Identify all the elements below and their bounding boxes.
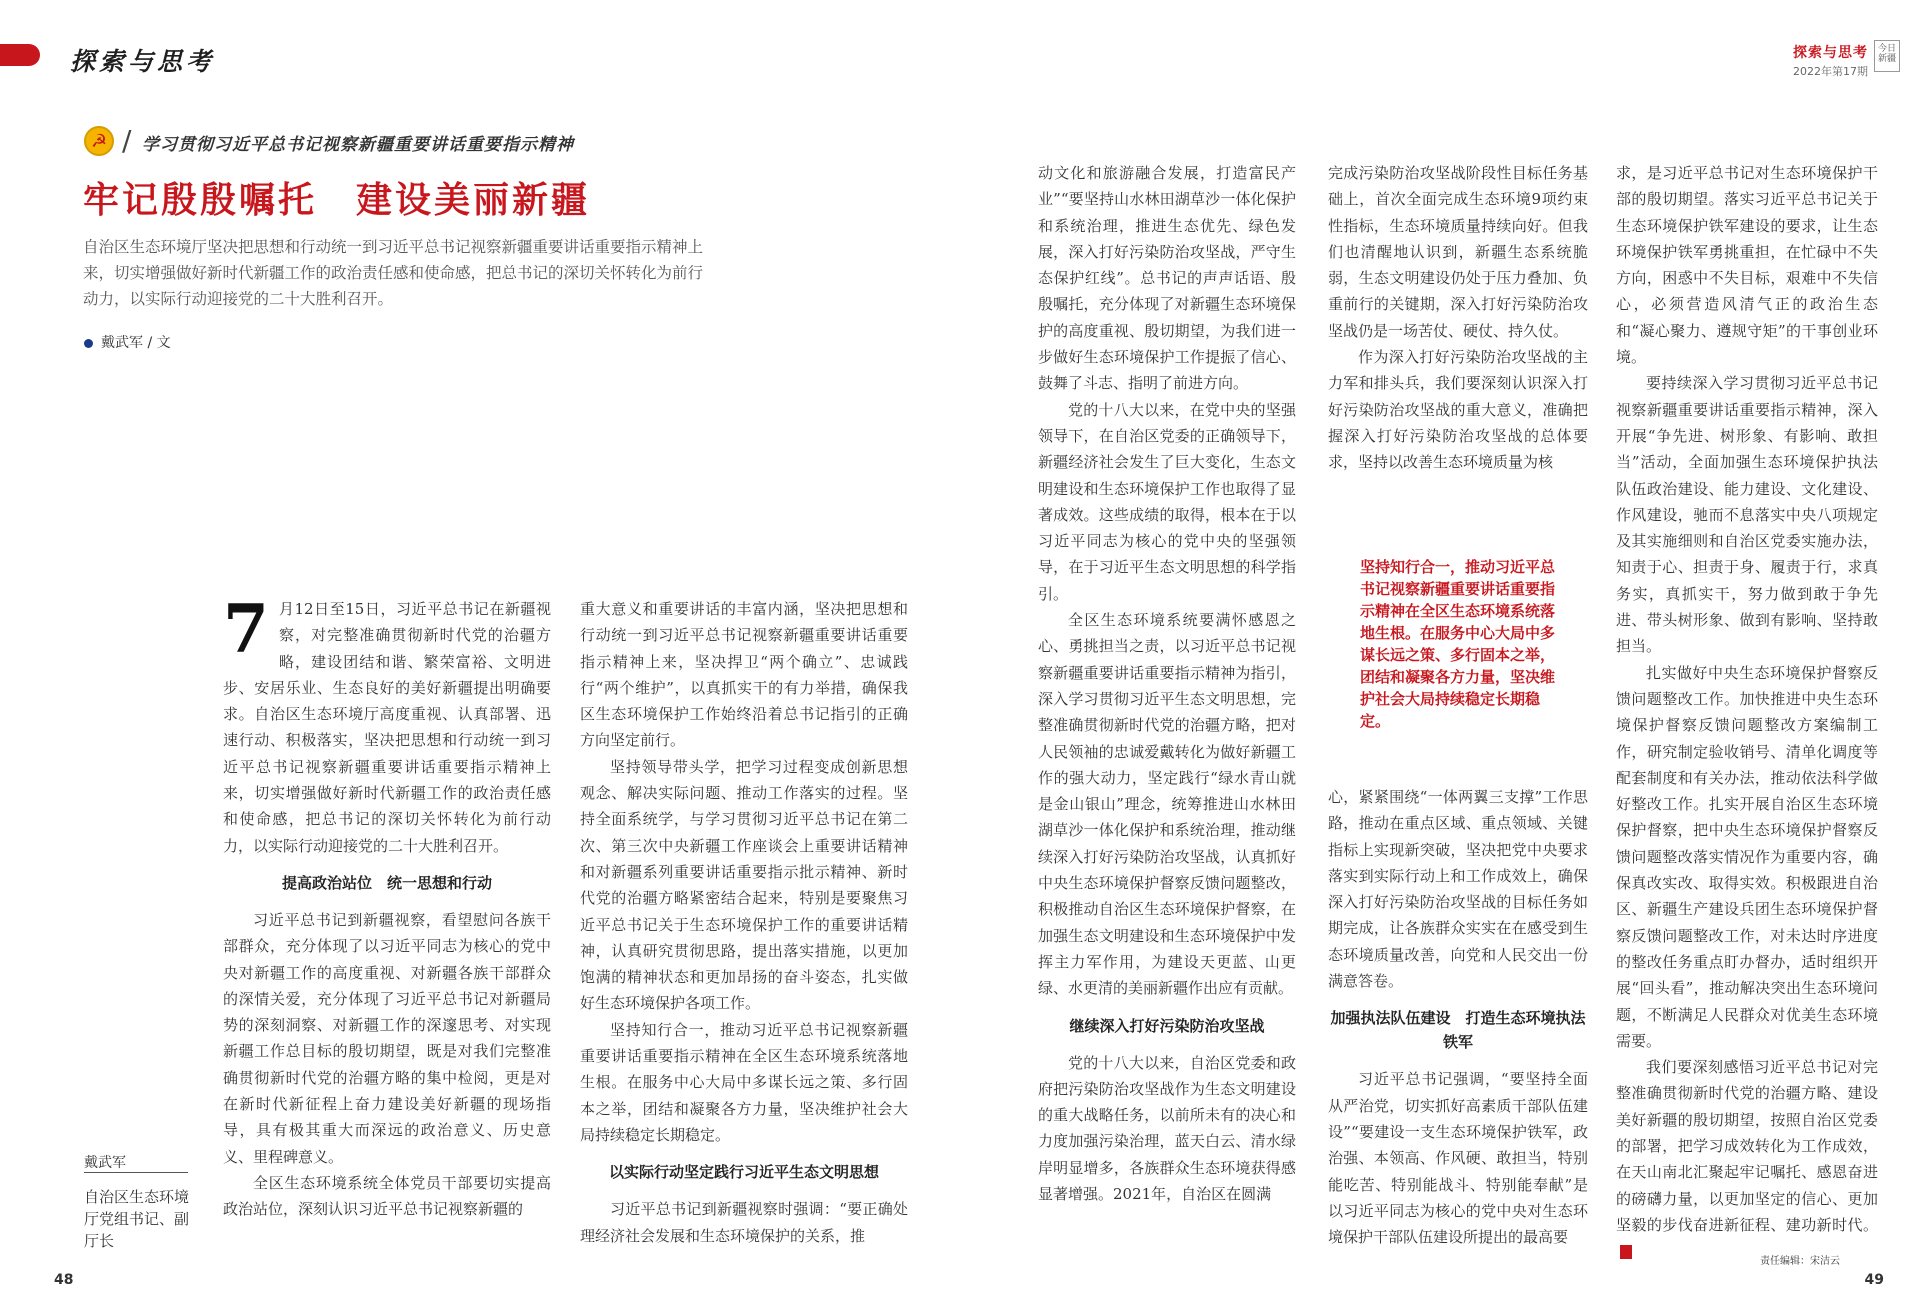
paragraph: 习近平总书记到新疆视察，看望慰问各族干部群众，充分体现了以习近平同志为核心的党中央对新疆工作的高度重视、对新疆各族干部群众的深情关爱，充分体现了习近平总书记对新疆局势的深刻洞察、对新疆工作的深邃思考、对实现新疆工作总目标的殷切期望，既是对我们完整准确贯彻新时代党的治疆方略的集中检阅，更是对在新时代新征程上奋力建设美好新疆的现场指导，具有极其重大而深远的政治意义、历史意义、里程碑意义。 (223, 910, 551, 1166)
article-lead: 自治区生态环境厅坚决把思想和行动统一到习近平总书记视察新疆重要讲话重要指示精神上来，切实增强做好新时代新疆工作的政治责任感和使命感，把总书记的深切关怀转化为前行动力，以实际行动迎接党的二十大胜利召开。 (83, 238, 704, 308)
byline-text: 戴武军 / 文 (101, 335, 171, 351)
body-column-2 (580, 596, 908, 1256)
body-column-3 (1038, 160, 1296, 1203)
paragraph: 作为深入打好污染防治攻坚战的主力军和排头兵，我们要深刻认识深入打好污染防治攻坚战的重大意义，准确把握深入打好污染防治攻坚战的总体要求，坚持以改善生态环境质量为核 (1328, 348, 1588, 472)
paragraph-text: 我们要深刻感悟习近平总书记对完整准确贯彻新时代党的治疆方略、建设美好新疆的殷切期望，按照自治区党委的部署，把学习成效转化为工作成效，在天山南北汇聚起牢记嘱托、感恩奋进的磅礴力量，以更加坚定的信心、更加坚毅的步伐奋进新征程、建功新时代。 (1616, 1058, 1878, 1234)
author-name: 戴武军 (84, 1155, 126, 1171)
pull-quote: 坚持知行合一，推动习近平总书记视察新疆重要讲话重要指示精神在全区生态环境系统落地生根。在服务中心大局中多谋长远之策、多行固本之举，团结和凝聚各方力量，坚决维护社会大局持续稳定长期稳定。 (1360, 558, 1556, 730)
byline (84, 332, 171, 352)
paragraph: 求，是习近平总书记对生态环境保护干部的殷切期望。落实习近平总书记关于生态环境保护铁军建设的要求，让生态环境保护铁军勇挑重担，在忙碌中不失方向，困惑中不失目标，艰难中不失信心，必须营造风清气正的政治生态和“凝心聚力、遵规守矩”的干事创业环境。 (1616, 164, 1878, 367)
subheading: 以实际行动坚定践行习近平生态文明思想 (608, 1163, 879, 1182)
paragraph: 党的十八大以来，自治区党委和政府把污染防治攻坚战作为生态文明建设的重大战略任务，以前所未有的决心和力度加强污染治理，蓝天白云、清水绿岸明显增多，各族群众生态环境获得感显著增强。2021年，自治区在圆满 (1038, 1053, 1296, 1203)
banner-text: 学习贯彻习近平总书记视察新疆重要讲话重要指示精神 (142, 135, 574, 155)
editor-credit: 责任编辑：宋洁云 (1760, 1256, 1840, 1267)
paragraph: 习近平总书记到新疆视察时强调：“要正确处理经济社会发展和生态环境保护的关系，推 (580, 1200, 908, 1245)
author-divider (84, 1172, 188, 1173)
article-title: 牢记殷殷嘱托 建设美丽新疆 (83, 180, 591, 221)
dropcap: 7 (223, 590, 269, 668)
paragraph: 党的十八大以来，在党中央的坚强领导下，在自治区党委的正确领导下，新疆经济社会发生了巨大变化，生态文明建设和生态环境保护工作也取得了显著成效。这些成绩的取得，根本在于以习近平同志为核心的党中央的坚强领导，在于习近平生态文明思想的科学指引。 (1038, 400, 1296, 603)
paragraph: 重大意义和重要讲话的丰富内涵，坚决把思想和行动统一到习近平总书记视察新疆重要讲话重要指示精神上来，坚决捍卫“两个确立”、忠诚践行“两个维护”，以真抓实干的有力举措，确保我区生态环境保护工作始终沿着总书记指引的正确方向坚定前行。 (580, 600, 908, 750)
paragraph (1616, 1054, 1878, 1264)
magazine-logo: 今日新疆 (1874, 40, 1900, 72)
subheading: 加强执法队伍建设 打造生态环境执法铁军 (1330, 1009, 1586, 1052)
paragraph: 坚持知行合一，推动习近平总书记视察新疆重要讲话重要指示精神在全区生态环境系统落地生根。在服务中心大局中多谋长远之策、多行固本之举，团结和凝聚各方力量，坚决维护社会大局持续稳定长期稳定。 (580, 1020, 908, 1144)
paragraph: 心，紧紧围绕“一体两翼三支撑”工作思路，推动在重点区域、重点领域、关键指标上实现新突破，坚决把党中央要求落实到实际行动上和工作成效上，确保深入打好污染防治攻坚战的目标任务如期完成，让各族群众实实在在感受到生态环境质量改善，向党和人民交出一份满意答卷。 (1328, 788, 1588, 991)
paragraph: 习近平总书记强调，“要坚持全面从严治党，切实抓好高素质干部队伍建设”“要建设一支生态环境保护铁军，政治强、本领高、作风硬、敢担当，特别能吃苦、特别能战斗、特别能奉献”是以习近平同志为核心的党中央对生态环境保护干部队伍建设所提出的最高要 (1328, 1070, 1588, 1247)
magazine-name: 探索与思考 (1793, 45, 1868, 61)
body-column-1 (223, 590, 551, 1256)
banner-divider: / (122, 124, 132, 157)
paragraph: 扎实做好中央生态环境保护督察反馈问题整改工作。加快推进中央生态环境保护督察反馈问题整改方案编制工作，研究制定验收销号、清单化调度等配套制度和有关办法，推动依法科学做好整改工作。扎实开展自治区生态环境保护督察，把中央生态环境保护督察反馈问题整改落实情况作为重要内容，确保真改实改、取得实效。积极跟进自治区、新疆生产建设兵团生态环境保护督察反馈问题整改工作，对未达时序进度的整改任务重点盯办督办，适时组织开展“回头看”，推动解决突出生态环境问题，不断满足人民群众对优美生态环境需要。 (1616, 663, 1878, 1050)
body-column-4-lower (1328, 784, 1588, 1268)
subheading: 继续深入打好污染防治攻坚战 (1069, 1016, 1265, 1035)
issue-number: 2022年第17期 (1793, 65, 1868, 78)
paragraph: 全区生态环境系统全体党员干部要切实提高政治站位，深刻认识习近平总书记视察新疆的 (223, 1173, 551, 1219)
paragraph: 要持续深入学习贯彻习近平总书记视察新疆重要讲话重要指示精神，深入开展“争先进、树形象、有影响、敢担当”活动，全面加强生态环境保护执法队伍政治建设、能力建设、文化建设、作风建设，驰而不息落实中央八项规定及其实施细则和自治区党委实施办法，知责于心、担责于身、履责于行，求真务实，真抓实干，努力做到敢于争先进、带头树形象、做到有影响、坚持敢担当。 (1616, 374, 1878, 656)
subheading: 提高政治站位 统一思想和行动 (281, 873, 492, 892)
paragraph: 完成污染防治攻坚战阶段性目标任务基础上，首次全面完成生态环境9项约束性指标，生态环境质量持续向好。但我们也清醒地认识到，新疆生态系统脆弱，生态文明建设仍处于压力叠加、负重前行的关键期，深入打好污染防治攻坚战仍是一场苦仗、硬仗、持久仗。 (1328, 164, 1588, 340)
body-column-4-upper (1328, 160, 1588, 504)
byline-dot-icon (84, 339, 93, 348)
author-title: 自治区生态环境厅党组书记、副厅长 (84, 1188, 190, 1250)
section-name: 探索与思考 (70, 47, 216, 76)
page-number-left: 48 (54, 1272, 74, 1288)
paragraph: 全区生态环境系统要满怀感恩之心、勇挑担当之责，以习近平总书记视察新疆重要讲话重要指示精神为指引，深入学习贯彻习近平生态文明思想，完整准确贯彻新时代党的治疆方略，把对人民领袖的忠诚爱戴转化为做好新疆工作的强大动力，坚定践行“绿水青山就是金山银山”理念，统筹推进山水林田湖草沙一体化保护和系统治理，推动继续深入打好污染防治攻坚战，认真抓好中央生态环境保护督察反馈问题整改，积极推动自治区生态环境保护督察，在加强生态文明建设和生态环境保护中发挥主力军作用，为建设天更蓝、山更绿、水更清的美丽新疆作出应有贡献。 (1038, 611, 1296, 998)
magazine-masthead (1793, 42, 1868, 79)
paragraph: 动文化和旅游融合发展，打造富民产业”“要坚持山水林田湖草沙一体化保护和系统治理，推进生态优先、绿色发展，深入打好污染防治攻坚战，严守生态保护红线”。总书记的声声话语、殷殷嘱托，充分体现了对新疆生态环境保护的高度重视、殷切期望，为我们进一步做好生态环境保护工作提振了信心、鼓舞了斗志、指明了前进方向。 (1038, 164, 1296, 393)
page-number-right: 49 (1864, 1272, 1884, 1288)
party-emblem-icon: ☭ (84, 126, 114, 156)
paragraph: 月12日至15日，习近平总书记在新疆视察，对完整准确贯彻新时代党的治疆方略，建设团结和谐、繁荣富裕、文明进步、安居乐业、生态良好的美好新疆提出明确要求。自治区生态环境厅高度重视、认真部署、迅速行动、积极落实，坚决把思想和行动统一到习近平总书记视察新疆重要讲话重要指示精神上来，切实增强做好新时代新疆工作的政治责任感和使命感，把总书记的深切关怀转化为前行动力，以实际行动迎接党的二十大胜利召开。 (223, 600, 551, 855)
end-mark-icon: J (1620, 1245, 1632, 1259)
section-flag (0, 44, 40, 66)
body-column-5 (1616, 160, 1878, 1268)
paragraph: 坚持领导带头学，把学习过程变成创新思想观念、解决实际问题、推动工作落实的过程。坚持全面系统学，与学习贯彻习近平总书记在第二次、第三次中央新疆工作座谈会上重要讲话精神和对新疆系列重要讲话重要指示批示精神、新时代党的治疆方略紧密结合起来，特别是要聚焦习近平总书记关于生态环境保护工作的重要讲话精神，认真研究贯彻思路，提出落实措施，以更加饱满的精神状态和更加昂扬的奋斗姿态，扎实做好生态环境保护各项工作。 (580, 757, 908, 1013)
